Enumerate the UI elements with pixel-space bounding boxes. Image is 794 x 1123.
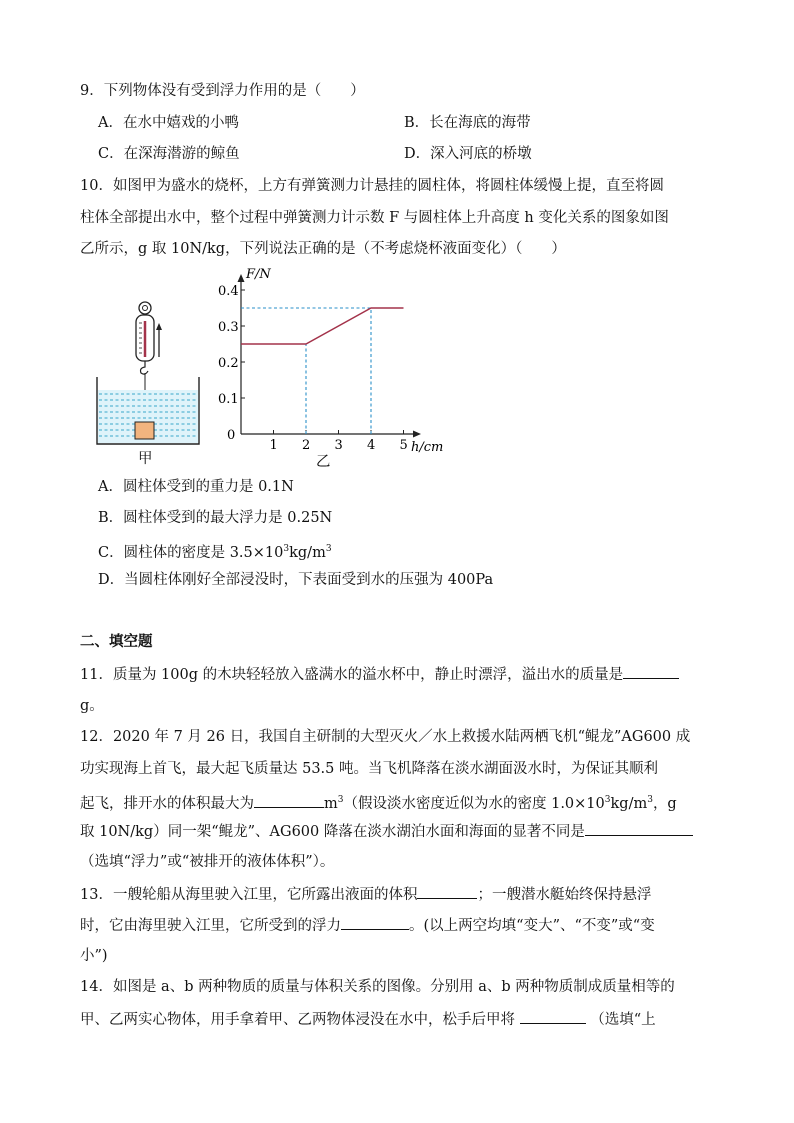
q12-blank-difference[interactable] [585, 821, 693, 836]
series-line [241, 308, 404, 344]
q9-option-b: B．长在海底的海带 [404, 115, 531, 131]
section-title: 二、填空题 [80, 633, 153, 650]
q9-option-a: A．在水中嬉戏的小鸭 [98, 115, 239, 131]
x-tick-label: 1 [269, 438, 278, 453]
q14-line2: 甲、乙两实心物体，用手拿着甲、乙两物体浸没在水中，松手后甲将 （选填“上 [80, 1009, 656, 1030]
q12-blank-volume[interactable] [254, 793, 324, 808]
q10-stem-line2: 柱体全部提出水中，整个过程中弹簧测力计示数 F 与圆柱体上升高度 h 变化关系的图象如图 [80, 210, 669, 226]
y-tick-label: 0.4 [218, 284, 239, 299]
y-axis-label: F/N [246, 267, 271, 282]
scale-hook-ring [139, 302, 151, 314]
x-tick-label: 2 [302, 438, 311, 453]
x-tick-label: 3 [334, 438, 343, 453]
beaker-figure [90, 295, 210, 475]
origin-label: 0 [227, 428, 236, 443]
q12-line1: 12．2020 年 7 月 26 日，我国自主研制的大型灭火／水上救援水陆两栖飞机“鲲龙”AG600 成 [80, 729, 691, 745]
q13-line2: 时，它由海里驶入江里，它所受到的浮力 。(以上两空均填“变大”、“不变”或“变 [80, 915, 655, 936]
q9-option-d: D．深入河底的桥墩 [404, 146, 532, 162]
q13-blank-buoyancy[interactable] [341, 915, 409, 930]
y-tick-label: 0.2 [218, 356, 239, 371]
x-axis-arrow [413, 431, 421, 438]
f-h-chart [215, 262, 455, 477]
q10-option-c: C．圆柱体的密度是 $3.5\times 10^3kg/m^3$ [98, 544, 332, 561]
q12-line5: （选填“浮力”或“被排开的液体体积”）。 [80, 854, 335, 870]
q11-line2: g。 [80, 698, 104, 714]
q12-line3: 起飞，排开水的体积最大为 $m^3$（假设淡水密度近似为水的密度 $1.0\times 10^3kg/m^3$，g [80, 790, 677, 814]
y-axis-arrow [238, 274, 245, 282]
q9-stem: 9．下列物体没有受到浮力作用的是（ ） [80, 83, 365, 99]
q13-line3: 小”) [80, 948, 108, 964]
figure-label-yi: 乙 [316, 454, 331, 470]
q13-line1: 13．一艘轮船从海里驶入江里，它所露出液面的体积 ；一艘潜水艇始终保持悬浮 [80, 884, 651, 905]
q10-option-c-text: C．圆柱体的密度是 3.5×10 [98, 544, 284, 561]
x-axis-label: h/cm [411, 440, 444, 455]
q13-blank-volume[interactable] [417, 884, 477, 899]
q14-blank[interactable] [520, 1009, 586, 1024]
y-tick-label: 0.3 [218, 320, 239, 335]
q10-stem-line3: 乙所示，g 取 10N/kg，下列说法正确的是（不考虑烧杯液面变化）（ ） [80, 241, 566, 257]
q12-line4: 取 10N/kg）同一架“鲲龙”、AG600 降落在淡水湖泊水面和海面的显著不同是 [80, 821, 693, 842]
q11-blank[interactable] [623, 664, 679, 679]
q10-stem-line1: 10．如图甲为盛水的烧杯，上方有弹簧测力计悬挂的圆柱体，将圆柱体缓慢上提，直至将圆 [80, 178, 664, 194]
x-tick-label: 5 [399, 438, 408, 453]
q12-line2: 功实现海上首飞，最大起飞质量达 53.5 吨。当飞机降落在淡水湖面汲水时，为保证其顺利 [80, 761, 658, 777]
q9-option-c: C．在深海潜游的鲸鱼 [98, 146, 240, 162]
q10-option-d: D．当圆柱体刚好全部浸没时，下表面受到水的压强为 400Pa [98, 572, 494, 588]
q10-option-a: A．圆柱体受到的重力是 0.1N [98, 479, 294, 495]
x-tick-label: 4 [367, 438, 376, 453]
q11-line1: 11．质量为 100g 的木块轻轻放入盛满水的溢水杯中，静止时漂浮，溢出水的质量是 [80, 664, 679, 685]
y-tick-label: 0.1 [218, 392, 239, 407]
q10-option-b: B．圆柱体受到的最大浮力是 0.25N [98, 510, 333, 526]
cylinder [135, 422, 154, 439]
q14-line1: 14．如图是 a、b 两种物质的质量与体积关系的图像。分别用 a、b 两种物质制成质量相等的 [80, 979, 675, 995]
figure-label-jia: 甲 [138, 451, 153, 467]
